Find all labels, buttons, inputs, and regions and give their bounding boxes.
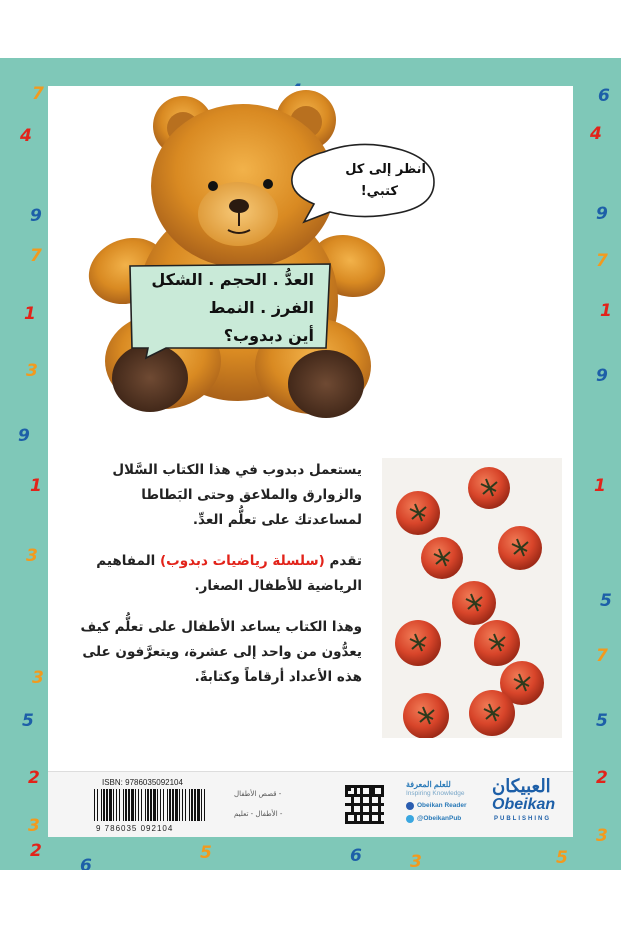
paragraph-2	[70, 549, 362, 599]
pattern-digit: 3	[32, 668, 44, 688]
teddy-bear-illustration	[88, 86, 418, 421]
pattern-digit: 3	[596, 826, 608, 846]
category-1: - قصص الأطفال	[234, 790, 282, 798]
back-cover-panel	[48, 86, 573, 771]
pattern-digit: 5	[556, 848, 568, 868]
pattern-digit: 7	[32, 84, 44, 104]
pattern-digit: 2	[30, 841, 42, 861]
pattern-digit: 1	[594, 476, 606, 496]
pattern-digit: 3	[26, 546, 38, 566]
qr-code	[344, 784, 384, 824]
twitter-handle: @ObeikanPub	[417, 815, 462, 822]
pattern-digit: 9	[596, 204, 608, 224]
series-name: (سلسلة رياضيات دبدوب)	[159, 553, 325, 569]
publisher-name-ar: العبيكان	[492, 776, 551, 796]
pattern-digit: 7	[30, 246, 42, 266]
pattern-digit: 5	[596, 711, 608, 731]
footer-bar	[48, 771, 573, 837]
publisher-logo: Obeikan	[492, 796, 556, 813]
pattern-digit: 6	[350, 846, 362, 866]
description-text	[70, 458, 362, 706]
tagline-en: Inspiring Knowledge	[406, 790, 465, 797]
bear-sign	[126, 262, 340, 360]
tomatoes-photo	[382, 458, 562, 738]
pattern-digit: 9	[18, 426, 30, 446]
publishing-label: PUBLISHING	[494, 816, 552, 822]
pattern-digit: 1	[600, 301, 612, 321]
barcode	[92, 789, 210, 823]
paragraph-1: يستعمل دبدوب في هذا الكتاب السَّلال والزوارق والملاعق وحتى البَطاطا لمساعدتك على تعلُّم العدِّ.	[112, 462, 362, 528]
pattern-digit: 3	[26, 361, 38, 381]
paragraph-3: وهذا الكتاب يساعد الأطفال على تعلُّم كيف يعدُّون من واحد إلى عشرة، ويتعرَّفون على هذه الأعداد أرقاماً وكتابةً.	[80, 619, 362, 685]
category-2: - الأطفال - تعليم	[234, 810, 283, 818]
pattern-digit: 7	[596, 251, 608, 271]
bubble-line-1: انظر إلى كل	[345, 162, 426, 177]
pattern-digit: 2	[28, 768, 40, 788]
sign-line-2: الفرز . النمط	[208, 298, 314, 317]
sign-line-3: أين دبدوب؟	[223, 326, 314, 345]
tagline-ar: للعلم المعرفة	[406, 780, 451, 789]
pattern-digit: 9	[596, 366, 608, 386]
paragraph-2-end: المفاهيم الرياضية للأطفال الصغار.	[96, 553, 362, 594]
pattern-digit: 5	[600, 591, 612, 611]
pattern-digit: 7	[596, 646, 608, 666]
facebook-icon	[406, 802, 414, 810]
pattern-digit: 1	[24, 304, 36, 324]
pattern-digit: 3	[28, 816, 40, 836]
bubble-line-2: كتبي!	[360, 184, 398, 199]
pattern-digit: 2	[596, 768, 608, 788]
twitter-icon	[406, 815, 414, 823]
pattern-digit: 6	[598, 86, 610, 106]
pattern-digit: 4	[20, 126, 32, 146]
pattern-digit: 3	[410, 852, 422, 870]
pattern-digit: 6	[80, 856, 92, 870]
speech-bubble	[284, 142, 438, 224]
barcode-digits: 9 786035 092104	[96, 824, 174, 833]
pattern-digit: 1	[30, 476, 42, 496]
pattern-digit: 9	[30, 206, 42, 226]
sign-line-1: العدُّ . الحجم . الشكل	[151, 270, 314, 289]
pattern-digit: 4	[590, 124, 602, 144]
pattern-digit: 5	[200, 843, 212, 863]
paragraph-2-start: تقدم	[324, 553, 362, 569]
facebook-handle: Obeikan Reader	[417, 802, 467, 809]
pattern-digit: 5	[22, 711, 34, 731]
isbn-label: ISBN: 9786035092104	[102, 778, 183, 787]
